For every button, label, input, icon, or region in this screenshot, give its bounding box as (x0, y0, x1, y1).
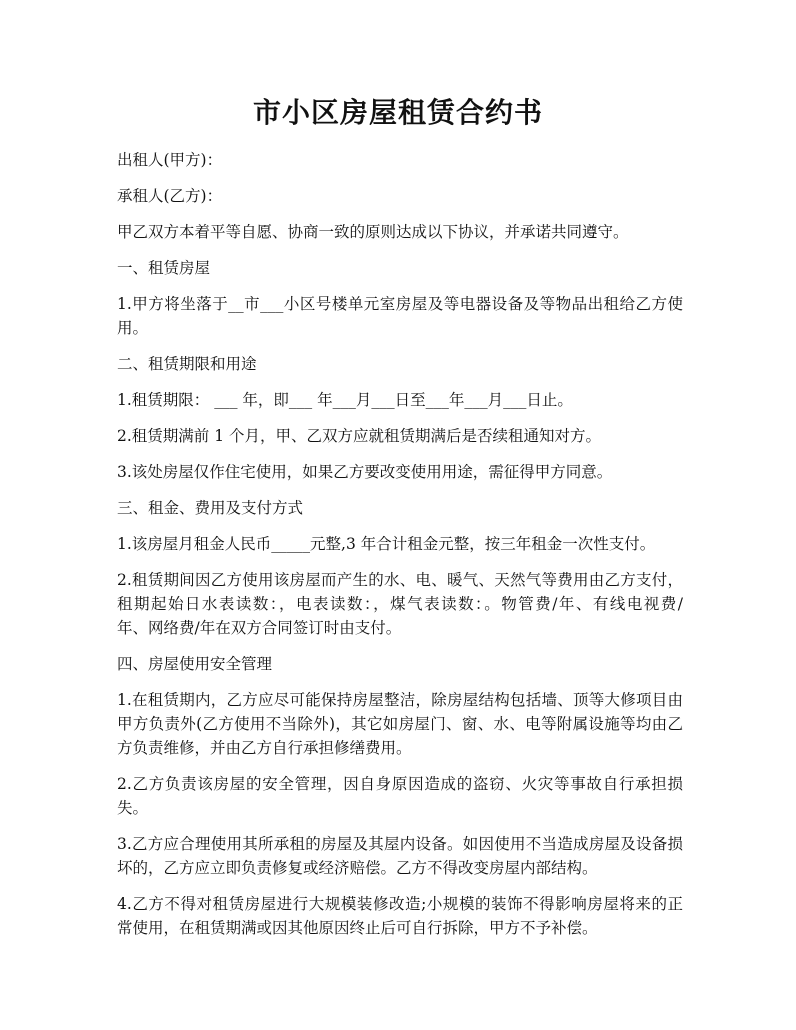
clause-1-1 (117, 292, 683, 340)
clause-line: 1.甲方将坐落于__市___小区号楼单元室房屋及等电器设备及等物品出租给乙方使 (117, 295, 683, 313)
clause-line: 3.乙方应合理使用其所承租的房屋及其屋内设备。如因使用不当造成房屋及设备损 (117, 835, 683, 853)
section-heading-2-text: 二、租赁期限和用途 (117, 355, 257, 373)
clause-line: 1.该房屋月租金人民币_____元整,3 年合计租金元整，按三年租金一次性支付。 (117, 535, 656, 553)
clause-3-1 (117, 532, 683, 556)
preamble (117, 220, 683, 244)
section-heading-3-text: 三、租金、费用及支付方式 (117, 499, 304, 517)
clause-line: 3.该处房屋仅作住宅使用，如果乙方要改变使用用途，需征得甲方同意。 (117, 463, 613, 481)
clause-line: 用。 (117, 319, 149, 337)
clause-line: 甲方负责外(乙方使用不当除外)，其它如房屋门、窗、水、电等附属设施等均由乙 (117, 715, 683, 733)
clause-line: 1.在租赁期内，乙方应尽可能保持房屋整洁，除房屋结构包括墙、顶等大修项目由 (117, 691, 683, 709)
lessor-text: 出租人(甲方)： (117, 151, 223, 169)
clause-line: 坏的，乙方应立即负责修复或经济赔偿。乙方不得改变房屋内部结构。 (117, 859, 598, 877)
section-heading-2 (117, 352, 683, 376)
section-heading-4-text: 四、房屋使用安全管理 (117, 655, 273, 673)
clause-2-2 (117, 424, 683, 448)
clause-line: 2.乙方负责该房屋的安全管理，因自身原因造成的盗窃、火灾等事故自行承担损 (117, 775, 683, 793)
clause-4-1 (117, 688, 683, 760)
clause-4-3 (117, 832, 683, 880)
document-body (117, 148, 683, 952)
clause-4-2 (117, 772, 683, 820)
clause-3-2 (117, 568, 683, 640)
lessee-text: 承租人(乙方)： (117, 187, 223, 205)
document-title: 市小区房屋租赁合约书 (252, 96, 543, 129)
clause-4-4 (117, 892, 683, 940)
clause-2-1 (117, 388, 683, 412)
preamble-text: 甲乙双方本着平等自愿、协商一致的原则达成以下协议，并承诺共同遵守。 (117, 223, 629, 241)
clause-line: 4.乙方不得对租赁房屋进行大规模装修改造;小规模的装饰不得影响房屋将来的正 (117, 895, 683, 913)
lessee-line (117, 184, 683, 208)
clause-line: 失。 (117, 799, 149, 817)
clause-2-3 (117, 460, 683, 484)
clause-line: 年、网络费/年在双方合同签订时由支付。 (117, 619, 402, 637)
section-heading-4 (117, 652, 683, 676)
clause-line: 2.租赁期满前 1 个月，甲、乙双方应就租赁期满后是否续租通知对方。 (117, 427, 602, 445)
section-heading-1 (117, 256, 683, 280)
section-heading-1-text: 一、租赁房屋 (117, 259, 211, 277)
clause-line: 租期起始日水表读数：，电表读数：，煤气表读数：。物管费/年、有线电视费/ (117, 595, 683, 613)
clause-line: 1.租赁期限： ___ 年，即___ 年___月___日至___年___月___日止。 (117, 391, 573, 409)
clause-line: 2.租赁期间因乙方使用该房屋而产生的水、电、暖气、天然气等费用由乙方支付， (117, 571, 683, 589)
lessor-line (117, 148, 683, 172)
clause-line: 常使用，在租赁期满或因其他原因终止后可自行拆除，甲方不予补偿。 (117, 919, 598, 937)
clause-line: 方负责维修，并由乙方自行承担修缮费用。 (117, 739, 412, 757)
section-heading-3 (117, 496, 683, 520)
